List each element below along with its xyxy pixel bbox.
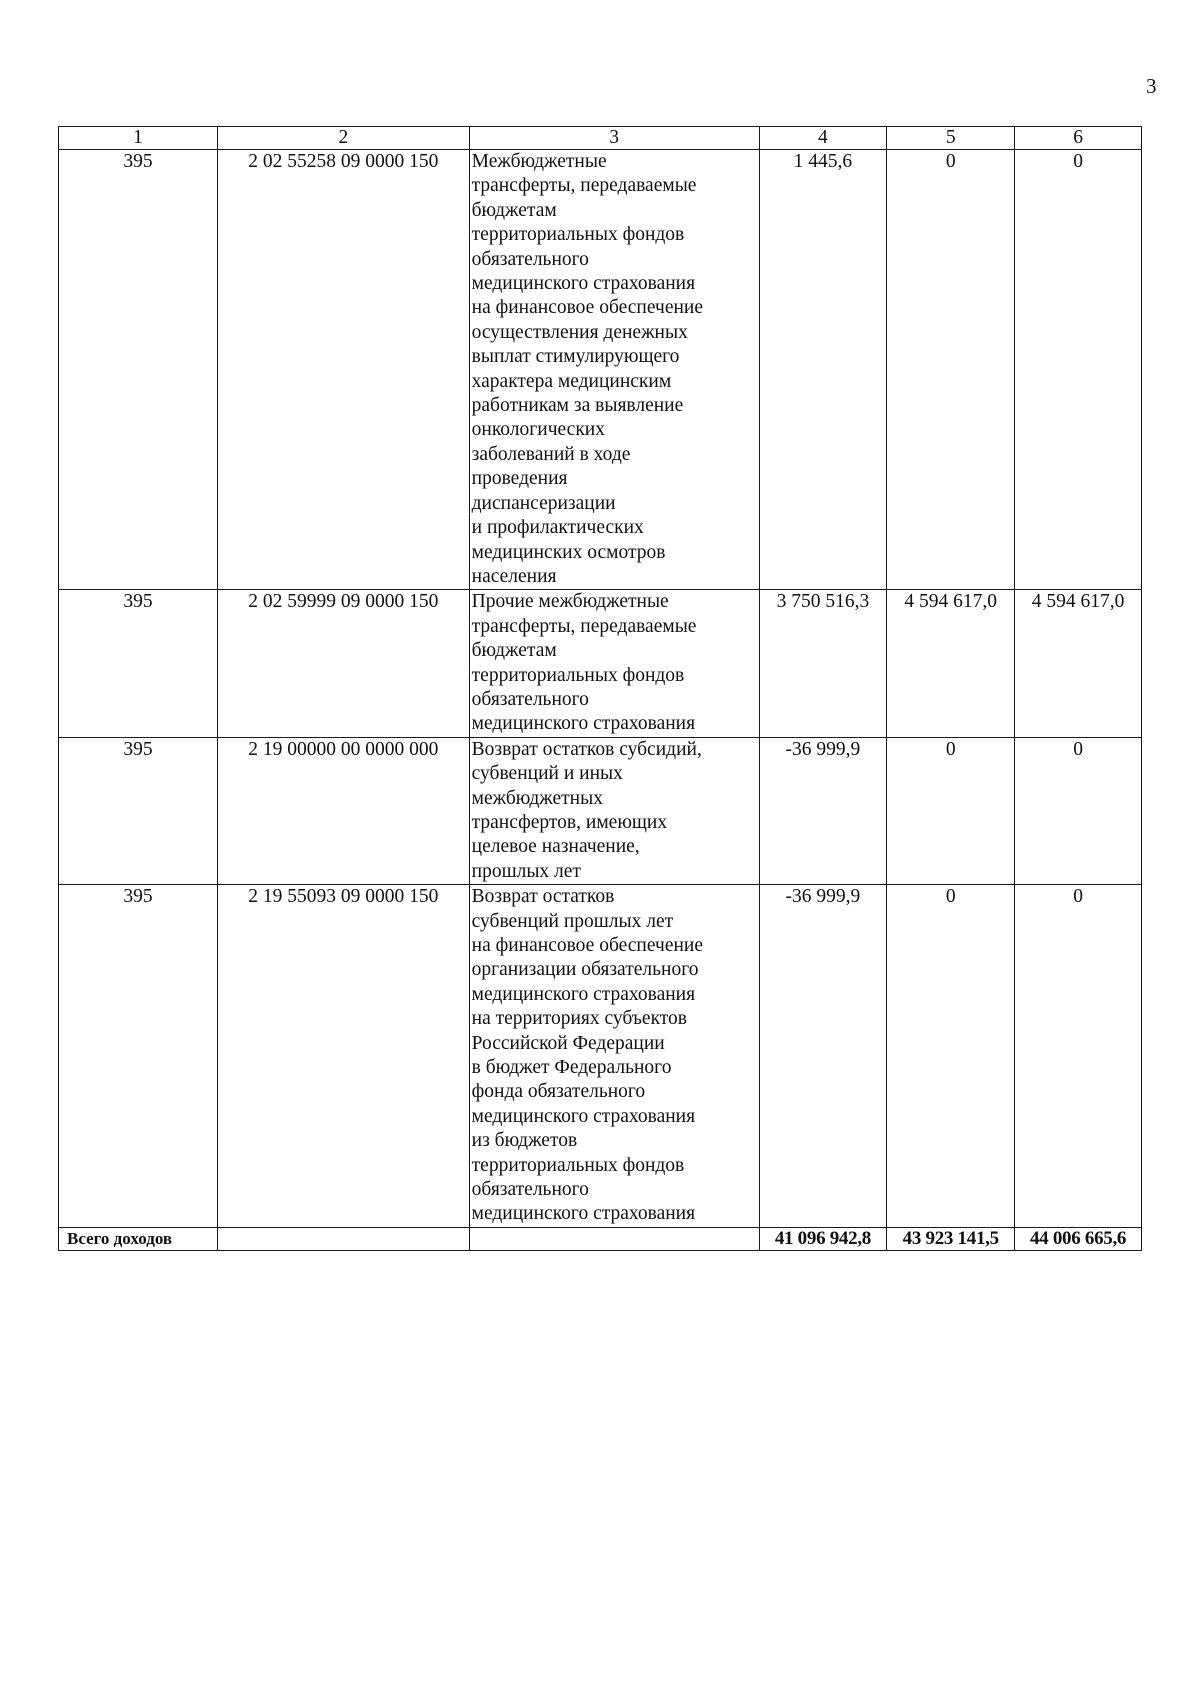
value-col6-cell: 0 xyxy=(1015,150,1142,590)
description-line: Межбюджетные xyxy=(471,151,607,172)
description-line: Возврат остатков субсидий, xyxy=(471,738,702,760)
description-line: медицинского страхования xyxy=(471,983,696,1005)
description-line: на финансовое обеспечение xyxy=(471,297,704,319)
column-number-header: 5 xyxy=(887,127,1015,150)
description-line: на территориях субъектов xyxy=(471,1008,688,1030)
description-line: территориальных фондов xyxy=(471,224,685,246)
value-col4-cell: 1 445,6 xyxy=(759,150,887,590)
description-line: Российской Федерации xyxy=(471,1032,665,1054)
description-line: населения xyxy=(471,565,557,587)
empty-cell xyxy=(218,1227,470,1250)
description-line: из бюджетов xyxy=(471,1130,578,1152)
description-line: медицинских осмотров xyxy=(471,541,666,563)
description-line: субвенций прошлых лет xyxy=(471,910,674,932)
table-row xyxy=(59,885,1142,1228)
description-line: характера медицинским xyxy=(471,370,672,392)
description-line: и профилактических xyxy=(471,517,644,539)
total-label: Всего доходов xyxy=(59,1227,218,1250)
description-line: онкологических xyxy=(471,419,605,441)
table-row xyxy=(59,150,1142,590)
description-line: бюджетам xyxy=(471,199,557,221)
description-line: медицинского страхования xyxy=(471,713,696,735)
value-col4-cell: -36 999,9 xyxy=(759,737,887,884)
description-line: диспансеризации xyxy=(471,492,616,514)
value-col4-cell: 3 750 516,3 xyxy=(759,590,887,737)
column-number-header: 1 xyxy=(59,127,218,150)
description-line: обязательного xyxy=(471,1179,589,1201)
description-line: Прочие межбюджетные xyxy=(471,591,669,613)
description-line: трансфертов, имеющих xyxy=(471,811,668,833)
admin-code-cell: 395 xyxy=(59,885,218,1228)
description-line: целевое назначение, xyxy=(471,836,640,858)
description-line: обязательного xyxy=(471,688,589,710)
kbk-code-cell: 2 02 59999 09 0000 150 xyxy=(218,590,470,737)
description-line: прошлых лет xyxy=(471,860,581,882)
description-line: трансферты, передаваемые xyxy=(471,175,697,197)
table-row xyxy=(59,737,1142,884)
description-line: обязательного xyxy=(471,248,589,270)
column-number-header: 6 xyxy=(1015,127,1142,150)
description-line: работникам за выявление xyxy=(471,395,684,417)
description-line: трансферты, передаваемые xyxy=(471,615,697,637)
description-cell xyxy=(469,590,759,737)
total-value-col6: 44 006 665,6 xyxy=(1015,1227,1142,1250)
value-col4-cell: -36 999,9 xyxy=(759,885,887,1228)
description-line: организации обязательного xyxy=(471,959,699,981)
total-row xyxy=(59,1227,1142,1250)
description-line: в бюджет Федерального xyxy=(471,1057,672,1079)
value-col5-cell: 0 xyxy=(887,885,1015,1228)
table-row xyxy=(59,590,1142,737)
description-cell xyxy=(469,150,759,590)
kbk-code-cell: 2 19 00000 00 0000 000 xyxy=(218,737,470,884)
description-line: заболеваний в ходе xyxy=(471,443,631,465)
description-line: осуществления денежных xyxy=(471,321,688,343)
description-line: межбюджетных xyxy=(471,787,603,809)
description-line: фонда обязательного xyxy=(471,1081,646,1103)
description-cell xyxy=(469,885,759,1228)
admin-code-cell: 395 xyxy=(59,590,218,737)
total-value-col4: 41 096 942,8 xyxy=(759,1227,887,1250)
value-col5-cell: 0 xyxy=(887,737,1015,884)
column-number-header: 2 xyxy=(218,127,470,150)
description-line: территориальных фондов xyxy=(471,1154,685,1176)
column-number-row xyxy=(59,127,1142,150)
total-value-col5: 43 923 141,5 xyxy=(887,1227,1015,1250)
value-col5-cell: 0 xyxy=(887,150,1015,590)
description-line: на финансовое обеспечение xyxy=(471,935,704,956)
description-line: медицинского страхования xyxy=(471,1203,696,1225)
value-col6-cell: 4 594 617,0 xyxy=(1015,590,1142,737)
value-col6-cell: 0 xyxy=(1015,737,1142,884)
value-col5-cell: 4 594 617,0 xyxy=(887,590,1015,737)
description-line: медицинского страхования xyxy=(471,273,696,295)
empty-cell xyxy=(469,1227,759,1250)
revenue-table xyxy=(58,126,1142,1251)
table-body xyxy=(59,150,1142,1228)
description-line: бюджетам xyxy=(471,640,557,662)
description-line: выплат стимулирующего xyxy=(471,346,680,368)
kbk-code-cell: 2 02 55258 09 0000 150 xyxy=(218,150,470,590)
column-number-header: 3 xyxy=(469,127,759,150)
page-number: 3 xyxy=(1146,74,1157,98)
description-line: территориальных фондов xyxy=(471,664,685,686)
description-line: проведения xyxy=(471,468,568,490)
description-cell xyxy=(469,737,759,884)
description-line: субвенций и иных xyxy=(471,763,623,785)
description-line: медицинского страхования xyxy=(471,1105,696,1127)
kbk-code-cell: 2 19 55093 09 0000 150 xyxy=(218,885,470,1228)
admin-code-cell: 395 xyxy=(59,150,218,590)
column-number-header: 4 xyxy=(759,127,887,150)
description-line: Возврат остатков xyxy=(471,886,615,908)
admin-code-cell: 395 xyxy=(59,737,218,884)
value-col6-cell: 0 xyxy=(1015,885,1142,1228)
